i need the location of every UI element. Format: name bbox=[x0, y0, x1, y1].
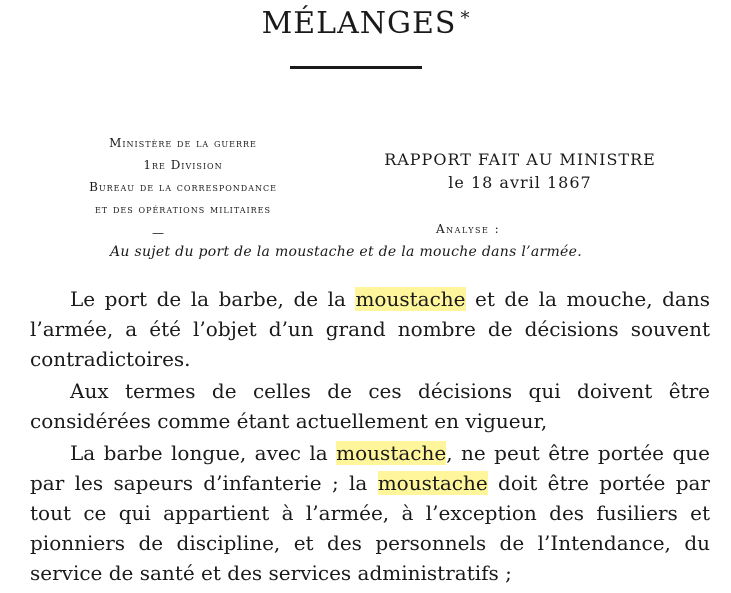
title-footnote-mark: * bbox=[460, 8, 470, 29]
bureau-line: Bureau de la correspondance bbox=[89, 180, 277, 194]
report-date: le 18 avril 1867 bbox=[448, 173, 592, 192]
title-block bbox=[0, 6, 731, 41]
operations-line: et des opérations militaires bbox=[94, 202, 272, 216]
paragraph-text: doit être portée par tout ce qui appartient à l’armée, à l’exception des fusiliers et pionniers de discipline, et des personnels de l’Intendance, du service de santé et des services administratifs ; bbox=[30, 471, 710, 585]
page-title: MÉLANGES bbox=[261, 6, 457, 41]
analysis-label: Analyse : bbox=[436, 222, 501, 236]
highlighted-word: moustache bbox=[336, 441, 447, 465]
highlighted-word: moustache bbox=[355, 287, 466, 311]
paragraph-text: et de la mouche, dans l’armée, a été l’objet d’un grand nombre de décisions souvent contradictoires. bbox=[30, 287, 711, 371]
paragraph-text: La barbe longue, avec la bbox=[70, 441, 337, 465]
division-line: 1re Division bbox=[143, 158, 223, 172]
paragraph-text: Le port de la barbe, de la bbox=[70, 287, 356, 311]
subject-line: Au sujet du port de la moustache et de la mouche dans l’armée. bbox=[110, 244, 582, 260]
body-text bbox=[30, 284, 710, 590]
paragraph-2 bbox=[30, 376, 710, 436]
paragraph-1 bbox=[30, 284, 710, 374]
ministry-line: Ministère de la guerre bbox=[109, 136, 257, 150]
paragraph-3 bbox=[30, 438, 710, 588]
report-header bbox=[340, 148, 700, 194]
highlighted-word: moustache bbox=[377, 471, 488, 495]
paragraph-text: , ne peut être portée que par les sapeurs d’infanterie ; la bbox=[30, 441, 710, 495]
report-title: RAPPORT FAIT AU MINISTRE bbox=[384, 150, 656, 169]
title-underline bbox=[290, 66, 422, 69]
paragraph-text: Aux termes de celles de ces décisions qui doivent être considérées comme étant actuellement en vigueur, bbox=[30, 379, 710, 433]
ministry-header bbox=[38, 132, 328, 220]
header-dash: — bbox=[152, 226, 164, 240]
